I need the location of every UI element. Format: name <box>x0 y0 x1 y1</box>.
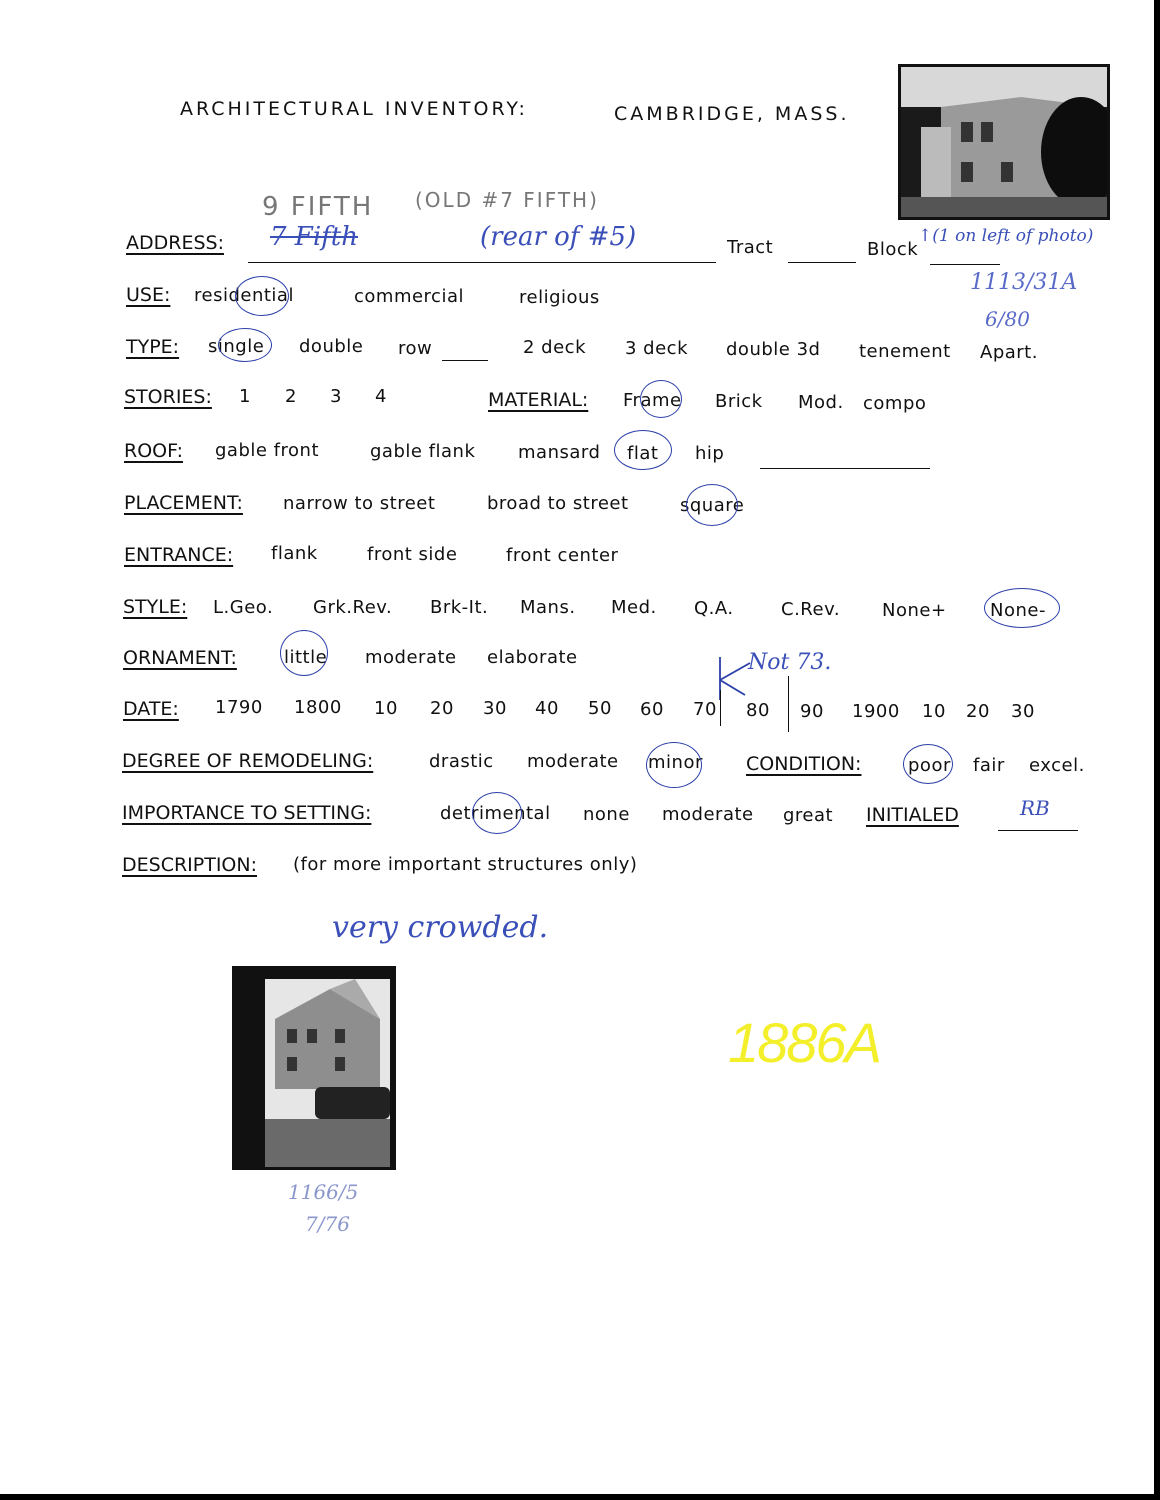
date-1930: 30 <box>1011 701 1035 722</box>
house-photo-bottom <box>232 966 396 1170</box>
entrance-flank: flank <box>271 543 318 564</box>
date-50: 50 <box>588 698 612 719</box>
date-40: 40 <box>535 698 559 719</box>
type-selection-circle <box>218 328 272 362</box>
remodeling-moderate: moderate <box>527 751 619 772</box>
style-med: Med. <box>611 597 657 618</box>
house-photo-top <box>898 64 1110 220</box>
initialed-line <box>998 830 1078 831</box>
address-old-number: (OLD #7 FIFTH) <box>415 188 599 212</box>
date-arrow-mark <box>705 655 755 705</box>
stories-2: 2 <box>285 386 297 407</box>
style-lgeo: L.Geo. <box>213 597 274 618</box>
tract-line <box>788 262 856 263</box>
date-90: 90 <box>800 701 824 722</box>
date-20: 20 <box>430 698 454 719</box>
roof-hip: hip <box>695 443 725 464</box>
type-row: row <box>398 338 433 359</box>
roof-selection-circle <box>614 430 672 470</box>
material-mod: Mod. <box>798 392 844 413</box>
style-none-plus: None+ <box>882 600 947 621</box>
ref-number: 1113/31A <box>970 270 1078 295</box>
condition-excel: excel. <box>1029 755 1085 776</box>
date-10: 10 <box>374 698 398 719</box>
use-religious: religious <box>519 287 600 308</box>
use-label: USE: <box>126 284 171 306</box>
date-1920: 20 <box>966 701 990 722</box>
stories-4: 4 <box>375 386 387 407</box>
description-handwritten: very crowded. <box>332 910 549 945</box>
type-apart: Apart. <box>980 342 1038 363</box>
date-1790: 1790 <box>215 697 263 718</box>
date-note: Not 73. <box>748 650 832 675</box>
ornament-label: ORNAMENT: <box>123 647 237 669</box>
condition-fair: fair <box>973 755 1005 776</box>
placement-selection-circle <box>686 484 738 526</box>
date-60: 60 <box>640 699 664 720</box>
ornament-moderate: moderate <box>365 647 457 668</box>
style-crev: C.Rev. <box>781 599 841 620</box>
importance-selection-circle <box>472 792 522 834</box>
roof-mansard: mansard <box>518 442 601 463</box>
style-selection-circle <box>984 588 1060 628</box>
importance-detrimental: detrimental <box>440 803 551 824</box>
roof-flat: flat <box>627 443 659 464</box>
material-brick: Brick <box>715 391 763 412</box>
photo-ref-line1: 1166/5 <box>288 1180 359 1204</box>
tract-label: Tract <box>727 237 774 258</box>
type-2deck: 2 deck <box>523 337 586 358</box>
roof-gable-flank: gable flank <box>370 441 476 462</box>
type-tenement: tenement <box>859 341 951 362</box>
ornament-elaborate: elaborate <box>487 647 578 668</box>
stories-1: 1 <box>239 386 251 407</box>
date-1910: 10 <box>922 701 946 722</box>
roof-label: ROOF: <box>124 440 183 462</box>
date-bracket-right <box>788 676 789 732</box>
address-struck: 7 Fifth <box>270 222 358 252</box>
photo-ref-line2: 7/76 <box>305 1212 350 1236</box>
material-label: MATERIAL: <box>488 389 589 411</box>
condition-selection-circle <box>903 744 953 784</box>
address-line <box>248 262 716 263</box>
address-handwritten: 9 FIFTH <box>262 192 374 222</box>
block-label: Block <box>867 239 919 260</box>
block-line <box>930 264 1000 265</box>
style-qa: Q.A. <box>694 598 734 619</box>
initialed-value: RB <box>1020 796 1050 820</box>
use-commercial: commercial <box>354 286 464 307</box>
date-bracket-left <box>720 690 721 726</box>
type-double3d: double 3d <box>726 339 821 360</box>
ref-date: 6/80 <box>985 307 1030 331</box>
date-1900: 1900 <box>852 701 900 722</box>
condition-poor: poor <box>908 755 951 776</box>
placement-square: square <box>680 495 745 516</box>
type-label: TYPE: <box>126 336 180 358</box>
address-label: ADDRESS: <box>126 232 224 254</box>
remodeling-selection-circle <box>646 742 702 788</box>
roof-other-line <box>760 468 930 469</box>
type-3deck: 3 deck <box>625 338 688 359</box>
row-line <box>442 360 488 361</box>
entrance-front-side: front side <box>367 544 458 565</box>
material-selection-circle <box>640 380 682 418</box>
photo-note: ↑(1 on left of photo) <box>918 226 1094 246</box>
remodeling-drastic: drastic <box>429 751 494 772</box>
address-note: (rear of #5) <box>480 222 637 252</box>
use-selection-circle <box>235 276 289 316</box>
ornament-little: little <box>284 647 328 668</box>
importance-great: great <box>783 805 834 826</box>
type-double: double <box>299 336 364 357</box>
stories-3: 3 <box>330 386 342 407</box>
placement-label: PLACEMENT: <box>124 492 243 514</box>
use-residential: residential <box>194 285 294 306</box>
condition-label: CONDITION: <box>746 753 862 775</box>
entrance-label: ENTRANCE: <box>124 544 234 566</box>
style-label: STYLE: <box>123 596 188 618</box>
importance-label: IMPORTANCE TO SETTING: <box>122 802 372 824</box>
date-70: 70 <box>693 699 717 720</box>
style-mans: Mans. <box>520 597 576 618</box>
description-note: (for more important structures only) <box>293 854 638 875</box>
form-title: ARCHITECTURAL INVENTORY: <box>180 98 528 120</box>
placement-narrow: narrow to street <box>283 493 436 514</box>
stories-label: STORIES: <box>124 386 212 408</box>
date-30: 30 <box>483 698 507 719</box>
date-80: 80 <box>746 700 770 721</box>
description-label: DESCRIPTION: <box>122 854 258 876</box>
yellow-catalog-number: 1886A <box>728 1011 880 1074</box>
remodeling-minor: minor <box>648 752 703 773</box>
material-compo: compo <box>863 393 927 414</box>
importance-moderate: moderate <box>662 804 754 825</box>
roof-gable-front: gable front <box>215 440 319 461</box>
date-1800: 1800 <box>294 697 342 718</box>
material-frame: Frame <box>623 390 682 411</box>
importance-none: none <box>583 804 630 825</box>
style-none-minus: None- <box>990 600 1046 621</box>
initialed-label: INITIALED <box>866 804 959 826</box>
entrance-front-center: front center <box>506 545 619 566</box>
remodeling-label: DEGREE OF REMODELING: <box>122 750 374 772</box>
placement-broad: broad to street <box>487 493 629 514</box>
style-brkit: Brk-It. <box>430 597 489 618</box>
style-grkrev: Grk.Rev. <box>313 597 393 618</box>
form-city: CAMBRIDGE, MASS. <box>614 103 850 125</box>
date-label: DATE: <box>123 698 179 720</box>
ornament-selection-circle <box>280 630 328 676</box>
type-single: single <box>208 336 265 357</box>
